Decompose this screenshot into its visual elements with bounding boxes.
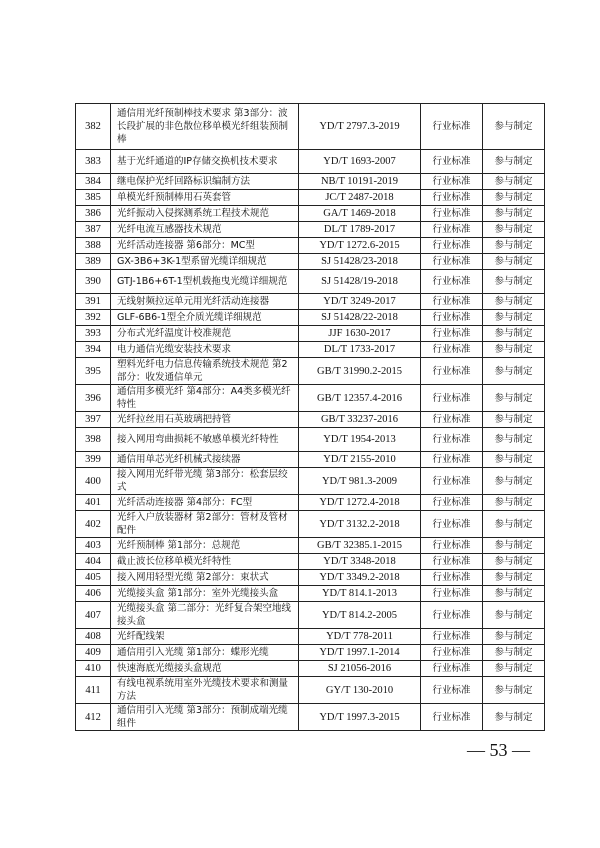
standard-category: 行业标准 xyxy=(421,222,483,238)
row-number: 402 xyxy=(76,511,111,538)
table-row xyxy=(76,538,545,554)
standard-category: 行业标准 xyxy=(421,554,483,570)
table-row xyxy=(76,326,545,342)
participation-role: 参与制定 xyxy=(483,174,545,190)
standard-category: 行业标准 xyxy=(421,495,483,511)
standard-code: YD/T 3132.2-2018 xyxy=(299,511,421,538)
participation-role: 参与制定 xyxy=(483,310,545,326)
standard-category: 行业标准 xyxy=(421,150,483,174)
standard-code: GY/T 130-2010 xyxy=(299,677,421,704)
table-row xyxy=(76,677,545,704)
standard-code: GB/T 31990.2-2015 xyxy=(299,358,421,385)
standard-name: 快速海底光缆接头盒规范 xyxy=(111,661,299,677)
row-number: 385 xyxy=(76,190,111,206)
table-row xyxy=(76,704,545,731)
participation-role: 参与制定 xyxy=(483,385,545,412)
standard-code: DL/T 1789-2017 xyxy=(299,222,421,238)
standard-category: 行业标准 xyxy=(421,358,483,385)
standard-category: 行业标准 xyxy=(421,629,483,645)
row-number: 389 xyxy=(76,254,111,270)
standard-code: YD/T 3348-2018 xyxy=(299,554,421,570)
standard-code: JJF 1630-2017 xyxy=(299,326,421,342)
standard-category: 行业标准 xyxy=(421,270,483,294)
standard-category: 行业标准 xyxy=(421,704,483,731)
table-row xyxy=(76,150,545,174)
standard-code: YD/T 1997.3-2015 xyxy=(299,704,421,731)
row-number: 408 xyxy=(76,629,111,645)
table-row xyxy=(76,238,545,254)
standard-name: 继电保护光纤回路标识编制方法 xyxy=(111,174,299,190)
standard-code: GA/T 1469-2018 xyxy=(299,206,421,222)
row-number: 394 xyxy=(76,342,111,358)
standard-name: GTJ-1B6+6T-1型机载拖曳光缆详细规范 xyxy=(111,270,299,294)
standard-name: 通信用引入光缆 第3部分：预制成端光缆组件 xyxy=(111,704,299,731)
standard-category: 行业标准 xyxy=(421,206,483,222)
participation-role: 参与制定 xyxy=(483,629,545,645)
page-number: — 53 — xyxy=(467,740,530,760)
participation-role: 参与制定 xyxy=(483,511,545,538)
standard-name: 分布式光纤温度计校准规范 xyxy=(111,326,299,342)
participation-role: 参与制定 xyxy=(483,495,545,511)
standard-category: 行业标准 xyxy=(421,586,483,602)
standard-name: 光纤活动连接器 第4部分：FC型 xyxy=(111,495,299,511)
participation-role: 参与制定 xyxy=(483,452,545,468)
row-number: 382 xyxy=(76,104,111,150)
participation-role: 参与制定 xyxy=(483,586,545,602)
table-row xyxy=(76,310,545,326)
standard-name: 通信用单芯光纤机械式接续器 xyxy=(111,452,299,468)
standard-name: 光纤拉丝用石英玻璃把持管 xyxy=(111,412,299,428)
row-number: 401 xyxy=(76,495,111,511)
standard-code: YD/T 1997.1-2014 xyxy=(299,645,421,661)
row-number: 412 xyxy=(76,704,111,731)
table-row xyxy=(76,190,545,206)
row-number: 387 xyxy=(76,222,111,238)
participation-role: 参与制定 xyxy=(483,222,545,238)
table-row xyxy=(76,645,545,661)
participation-role: 参与制定 xyxy=(483,428,545,452)
standard-name: 光缆接头盒 第1部分：室外光缆接头盒 xyxy=(111,586,299,602)
standard-name: 通信用光纤预制棒技术要求 第3部分：波长段扩展的非色散位移单模光纤组装预制棒 xyxy=(111,104,299,150)
table-row xyxy=(76,570,545,586)
standard-code: GB/T 32385.1-2015 xyxy=(299,538,421,554)
row-number: 384 xyxy=(76,174,111,190)
participation-role: 参与制定 xyxy=(483,342,545,358)
standard-name: 光纤活动连接器 第6部分：MC型 xyxy=(111,238,299,254)
standard-name: 光纤电流互感器技术规范 xyxy=(111,222,299,238)
row-number: 400 xyxy=(76,468,111,495)
standard-code: YD/T 1954-2013 xyxy=(299,428,421,452)
participation-role: 参与制定 xyxy=(483,238,545,254)
standard-code: DL/T 1733-2017 xyxy=(299,342,421,358)
standard-category: 行业标准 xyxy=(421,468,483,495)
standard-name: 无线射频拉远单元用光纤活动连接器 xyxy=(111,294,299,310)
standard-category: 行业标准 xyxy=(421,385,483,412)
standard-code: SJ 51428/23-2018 xyxy=(299,254,421,270)
participation-role: 参与制定 xyxy=(483,554,545,570)
table-row xyxy=(76,629,545,645)
standard-code: YD/T 1272.6-2015 xyxy=(299,238,421,254)
standard-code: SJ 51428/22-2018 xyxy=(299,310,421,326)
standard-code: GB/T 33237-2016 xyxy=(299,412,421,428)
standard-code: SJ 21056-2016 xyxy=(299,661,421,677)
row-number: 395 xyxy=(76,358,111,385)
row-number: 399 xyxy=(76,452,111,468)
standard-name: 有线电视系统用室外光缆技术要求和测量方法 xyxy=(111,677,299,704)
standard-code: YD/T 1693-2007 xyxy=(299,150,421,174)
participation-role: 参与制定 xyxy=(483,661,545,677)
participation-role: 参与制定 xyxy=(483,602,545,629)
participation-role: 参与制定 xyxy=(483,254,545,270)
row-number: 398 xyxy=(76,428,111,452)
standard-category: 行业标准 xyxy=(421,677,483,704)
table-row xyxy=(76,254,545,270)
participation-role: 参与制定 xyxy=(483,677,545,704)
standard-name: 通信用引入光缆 第1部分：蝶形光缆 xyxy=(111,645,299,661)
table-row xyxy=(76,206,545,222)
row-number: 392 xyxy=(76,310,111,326)
participation-role: 参与制定 xyxy=(483,468,545,495)
standard-name: 光纤预制棒 第1部分：总规范 xyxy=(111,538,299,554)
participation-role: 参与制定 xyxy=(483,104,545,150)
participation-role: 参与制定 xyxy=(483,538,545,554)
row-number: 411 xyxy=(76,677,111,704)
table-row xyxy=(76,452,545,468)
participation-role: 参与制定 xyxy=(483,358,545,385)
standard-code: SJ 51428/19-2018 xyxy=(299,270,421,294)
participation-role: 参与制定 xyxy=(483,704,545,731)
standard-code: YD/T 3249-2017 xyxy=(299,294,421,310)
standards-table-body xyxy=(76,104,545,731)
table-row xyxy=(76,294,545,310)
standard-category: 行业标准 xyxy=(421,342,483,358)
standard-category: 行业标准 xyxy=(421,294,483,310)
standard-name: GX-3B6+3K-1型系留光缆详细规范 xyxy=(111,254,299,270)
standard-category: 行业标准 xyxy=(421,428,483,452)
standard-category: 行业标准 xyxy=(421,104,483,150)
participation-role: 参与制定 xyxy=(483,150,545,174)
participation-role: 参与制定 xyxy=(483,270,545,294)
standard-category: 行业标准 xyxy=(421,174,483,190)
row-number: 386 xyxy=(76,206,111,222)
table-row xyxy=(76,661,545,677)
table-row xyxy=(76,270,545,294)
table-row xyxy=(76,554,545,570)
row-number: 405 xyxy=(76,570,111,586)
table-row xyxy=(76,104,545,150)
standard-category: 行业标准 xyxy=(421,412,483,428)
participation-role: 参与制定 xyxy=(483,645,545,661)
table-row xyxy=(76,385,545,412)
standard-name: 单模光纤预制棒用石英套管 xyxy=(111,190,299,206)
standards-table xyxy=(75,103,545,731)
standard-name: 电力通信光缆安装技术要求 xyxy=(111,342,299,358)
standard-code: YD/T 814.1-2013 xyxy=(299,586,421,602)
standard-name: 光纤振动入侵探测系统工程技术规范 xyxy=(111,206,299,222)
standard-code: GB/T 12357.4-2016 xyxy=(299,385,421,412)
standard-code: NB/T 10191-2019 xyxy=(299,174,421,190)
standard-name: 塑料光纤电力信息传输系统技术规范 第2部分：收发通信单元 xyxy=(111,358,299,385)
participation-role: 参与制定 xyxy=(483,570,545,586)
row-number: 409 xyxy=(76,645,111,661)
standard-name: 接入网用光纤带光缆 第3部分：松套层绞式 xyxy=(111,468,299,495)
standard-name: 光纤入户放装器材 第2部分：管材及管材配件 xyxy=(111,511,299,538)
participation-role: 参与制定 xyxy=(483,294,545,310)
standard-category: 行业标准 xyxy=(421,326,483,342)
standard-code: YD/T 2797.3-2019 xyxy=(299,104,421,150)
row-number: 404 xyxy=(76,554,111,570)
row-number: 390 xyxy=(76,270,111,294)
table-row xyxy=(76,586,545,602)
standard-name: 截止波长位移单模光纤特性 xyxy=(111,554,299,570)
standard-name: 接入网用轻型光缆 第2部分：束状式 xyxy=(111,570,299,586)
table-row xyxy=(76,174,545,190)
row-number: 383 xyxy=(76,150,111,174)
row-number: 406 xyxy=(76,586,111,602)
participation-role: 参与制定 xyxy=(483,190,545,206)
table-row xyxy=(76,222,545,238)
participation-role: 参与制定 xyxy=(483,412,545,428)
table-row xyxy=(76,468,545,495)
standard-name: 光纤配线架 xyxy=(111,629,299,645)
row-number: 403 xyxy=(76,538,111,554)
standard-code: YD/T 3349.2-2018 xyxy=(299,570,421,586)
standard-category: 行业标准 xyxy=(421,238,483,254)
row-number: 397 xyxy=(76,412,111,428)
table-row xyxy=(76,602,545,629)
standard-category: 行业标准 xyxy=(421,602,483,629)
participation-role: 参与制定 xyxy=(483,326,545,342)
standard-category: 行业标准 xyxy=(421,645,483,661)
standard-category: 行业标准 xyxy=(421,310,483,326)
participation-role: 参与制定 xyxy=(483,206,545,222)
standard-name: 接入网用弯曲损耗不敏感单模光纤特性 xyxy=(111,428,299,452)
standard-category: 行业标准 xyxy=(421,511,483,538)
row-number: 391 xyxy=(76,294,111,310)
standard-name: 通信用多模光纤 第4部分：A4类多模光纤特性 xyxy=(111,385,299,412)
row-number: 410 xyxy=(76,661,111,677)
table-row xyxy=(76,358,545,385)
standard-name: GLF-6B6-1型全介质光缆详细规范 xyxy=(111,310,299,326)
standard-code: YD/T 814.2-2005 xyxy=(299,602,421,629)
standard-code: YD/T 981.3-2009 xyxy=(299,468,421,495)
standard-category: 行业标准 xyxy=(421,570,483,586)
table-row xyxy=(76,511,545,538)
standard-category: 行业标准 xyxy=(421,538,483,554)
standard-category: 行业标准 xyxy=(421,452,483,468)
standard-code: JC/T 2487-2018 xyxy=(299,190,421,206)
standard-category: 行业标准 xyxy=(421,254,483,270)
table-row xyxy=(76,342,545,358)
table-row xyxy=(76,428,545,452)
standard-code: YD/T 1272.4-2018 xyxy=(299,495,421,511)
table-row xyxy=(76,495,545,511)
row-number: 396 xyxy=(76,385,111,412)
standard-category: 行业标准 xyxy=(421,190,483,206)
row-number: 388 xyxy=(76,238,111,254)
standard-code: YD/T 2155-2010 xyxy=(299,452,421,468)
standard-category: 行业标准 xyxy=(421,661,483,677)
standard-name: 光缆接头盒 第二部分：光纤复合架空地线接头盒 xyxy=(111,602,299,629)
row-number: 407 xyxy=(76,602,111,629)
standard-code: YD/T 778-2011 xyxy=(299,629,421,645)
standard-name: 基于光纤通道的IP存储交换机技术要求 xyxy=(111,150,299,174)
table-row xyxy=(76,412,545,428)
row-number: 393 xyxy=(76,326,111,342)
